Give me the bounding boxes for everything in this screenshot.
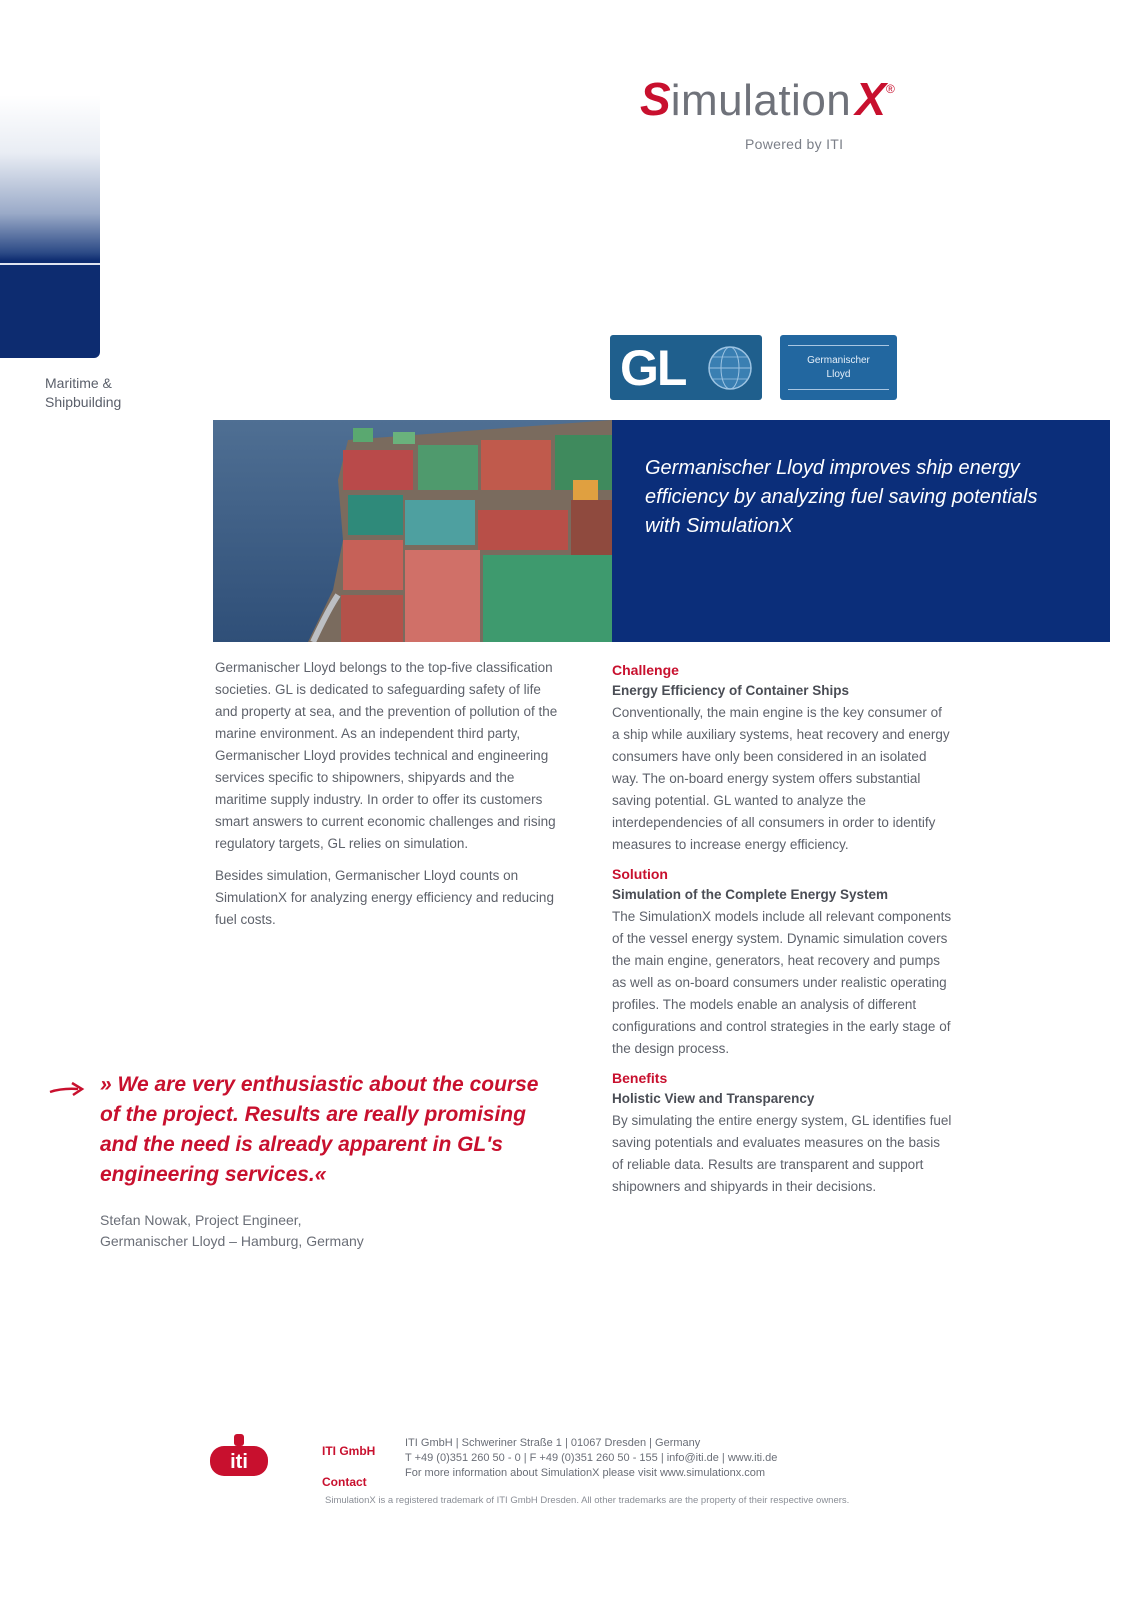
footer-website: For more information about SimulationX please visit www.simulationx.com <box>405 1467 766 1479</box>
section-label: Challenge <box>612 662 679 678</box>
container-ship-image <box>213 420 612 642</box>
hero-headline-box <box>612 420 1110 642</box>
logo-tagline: Powered by ITI <box>745 136 844 152</box>
section-text: Conventionally, the main engine is the key consumer of a ship while auxiliary systems, heat recovery and energy consumers have only been considered in an isolated way. The on-board energy system offers substantial saving potential. GL wanted to analyze the interdependencies of all consumers in order to identify measures to increase energy efficiency. <box>612 705 950 852</box>
intro-column <box>215 657 560 941</box>
side-tab-decoration <box>0 95 100 358</box>
quote-author: Stefan Nowak, Project Engineer, <box>100 1212 302 1228</box>
gl-badge-line-1: Germanischer <box>807 355 870 366</box>
section-solution <box>612 864 952 1060</box>
footer-contact-text <box>405 1436 950 1481</box>
logo-mark: X <box>855 73 886 125</box>
logo-initial: S <box>640 73 671 125</box>
gl-badge <box>780 335 897 400</box>
gl-badge-text <box>788 345 889 390</box>
quote-attribution <box>100 1210 520 1252</box>
section-challenge <box>612 660 952 856</box>
section-label: Solution <box>612 866 668 882</box>
footer-phone: T +49 (0)351 260 50 - 0 | F +49 (0)351 260 50 - 155 | info@iti.de | www.iti.de <box>405 1452 778 1464</box>
gl-logo <box>610 335 762 400</box>
case-study-column <box>612 660 952 1206</box>
customer-quote: » We are very enthusiastic about the course of the project. Results are really promising and the need is already apparent in GL's engineering services.« <box>100 1073 539 1186</box>
iti-logo-text: iti <box>230 1451 248 1473</box>
container-ship-photo <box>213 420 612 642</box>
section-heading: Energy Efficiency of Container Ships <box>612 683 850 698</box>
section-benefits <box>612 1068 952 1198</box>
side-tab-rule <box>0 263 100 265</box>
section-heading: Holistic View and Transparency <box>612 1091 815 1106</box>
logo-name: imulation <box>670 76 852 125</box>
category-line-2: Shipbuilding <box>45 394 122 410</box>
section-label: Benefits <box>612 1070 668 1086</box>
footer-label-company: ITI GmbH <box>322 1444 376 1458</box>
arrow-right-icon <box>48 1080 86 1105</box>
gl-badge-line-2: Lloyd <box>826 369 851 380</box>
globe-icon <box>706 344 754 392</box>
category-line-1: Maritime & <box>45 375 112 391</box>
intro-paragraph: Besides simulation, Germanischer Lloyd counts on SimulationX for analyzing energy efficiency and reducing fuel costs. <box>215 868 554 927</box>
footer-address: ITI GmbH | Schweriner Straße 1 | 01067 Dresden | Germany <box>405 1437 701 1449</box>
simulationx-logo <box>640 72 960 132</box>
hero-headline: Germanischer Lloyd improves ship energy efficiency by analyzing fuel saving potentials with SimulationX <box>645 457 1038 537</box>
section-text: By simulating the entire energy system, GL identifies fuel saving potentials and evaluates measures on the basis of reliable data. Results are transparent and support shipowners and shipyards in their decisions. <box>612 1113 952 1194</box>
quote-affiliation: Germanischer Lloyd – Hamburg, Germany <box>100 1233 364 1249</box>
footer-trademark-note: SimulationX is a registered trademark of ITI GmbH Dresden. All other trademarks are the property of their respective owners. <box>325 1495 850 1506</box>
intro-paragraph: Germanischer Lloyd belongs to the top-five classification societies. GL is dedicated to safeguarding safety of life and property at sea, and the prevention of pollution of the marine environment. As an independent third party, Germanischer Lloyd provides technical and engineering services specific to shipowners, shipyards and the maritime supply industry. In order to offer its customers smart answers to current economic challenges and rising regulatory targets, GL relies on simulation. <box>215 660 558 851</box>
footer-labels <box>322 1436 375 1498</box>
section-heading: Simulation of the Complete Energy System <box>612 887 889 902</box>
category-label <box>45 374 121 412</box>
logo-registered: ® <box>885 82 895 96</box>
iti-logo <box>208 1432 270 1489</box>
gl-logo-letters: GL <box>620 340 686 396</box>
footer-label-contact: Contact <box>322 1475 367 1489</box>
section-text: The SimulationX models include all relevant components of the vessel energy system. Dynamic simulation covers the main engine, generators, heat recovery and pumps as well as on-board consumers under realistic operating profiles. The models enable an analysis of different configurations and control strategies in the early stage of the design process. <box>612 909 952 1056</box>
